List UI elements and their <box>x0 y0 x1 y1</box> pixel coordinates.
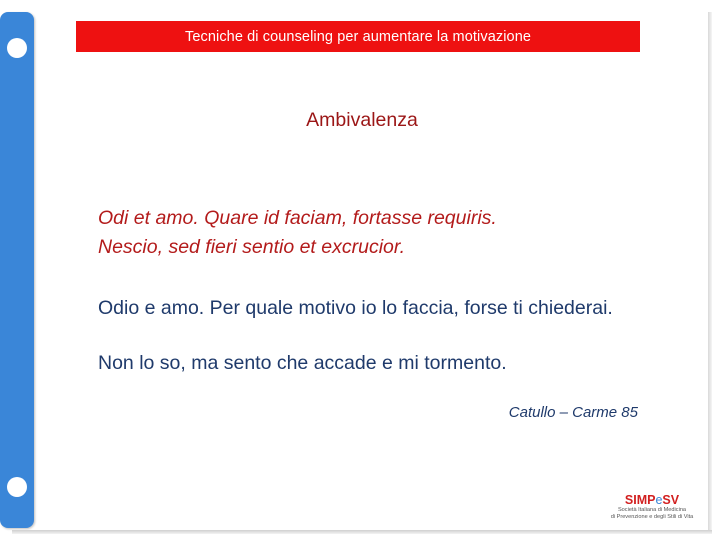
italian-translation-line-1: Odio e amo. Per quale motivo io lo faccia, forse ti chiederai. <box>98 297 613 319</box>
logo-wordmark-part-1: SIMP <box>624 493 656 507</box>
logo-wordmark-part-2: e <box>655 493 663 507</box>
slide-right-edge <box>708 12 712 532</box>
logo-wordmark <box>592 494 712 507</box>
italian-translation-line-2: Non lo so, ma sento che accade e mi tormento. <box>98 352 507 374</box>
bar-dot-top <box>7 38 27 58</box>
quote-attribution: Catullo – Carme 85 <box>508 404 638 421</box>
logo-wordmark-part-3: SV <box>662 493 680 507</box>
bar-dot-bottom <box>7 477 27 497</box>
title-banner <box>76 21 640 52</box>
section-heading: Ambivalenza <box>306 109 418 131</box>
left-decorative-bar <box>0 12 34 528</box>
latin-quote-line-2: Nescio, sed fieri sentio et excrucior. <box>98 236 406 258</box>
latin-quote-line-1: Odi et amo. Quare id faciam, fortasse requiris. <box>98 207 497 229</box>
simpesv-logo <box>592 494 712 528</box>
logo-subtitle-line-1: Società Italiana di Medicina <box>617 507 687 513</box>
slide-bottom-edge <box>12 530 712 534</box>
slide-title: Tecniche di counseling per aumentare la motivazione <box>184 28 532 45</box>
logo-subtitle-line-2: di Prevenzione e degli Stili di Vita <box>610 513 694 520</box>
